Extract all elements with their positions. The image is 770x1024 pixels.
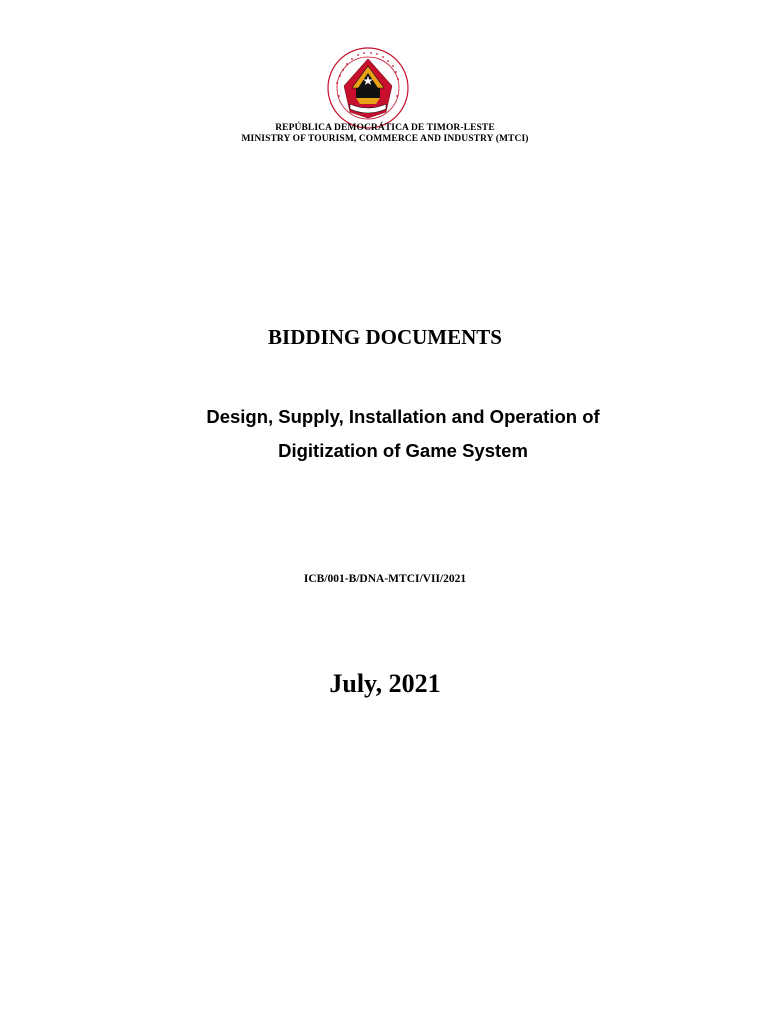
document-title: BIDDING DOCUMENTS [268,325,502,349]
ministry-name: MINISTRY OF TOURISM, COMMERCE AND INDUSTRY (MTCI) [241,134,529,144]
project-title-line-1: Design, Supply, Installation and Operation of [206,406,600,427]
project-title-line-2: Digitization of Game System [278,440,528,461]
country-name: REPÚBLICA DEMOCRÁTICA DE TIMOR-LESTE [275,123,495,133]
reference-number: ICB/001-B/DNA-MTCI/VII/2021 [303,573,467,585]
coat-of-arms-seal-icon [326,46,410,130]
document-date: July, 2021 [329,669,441,698]
